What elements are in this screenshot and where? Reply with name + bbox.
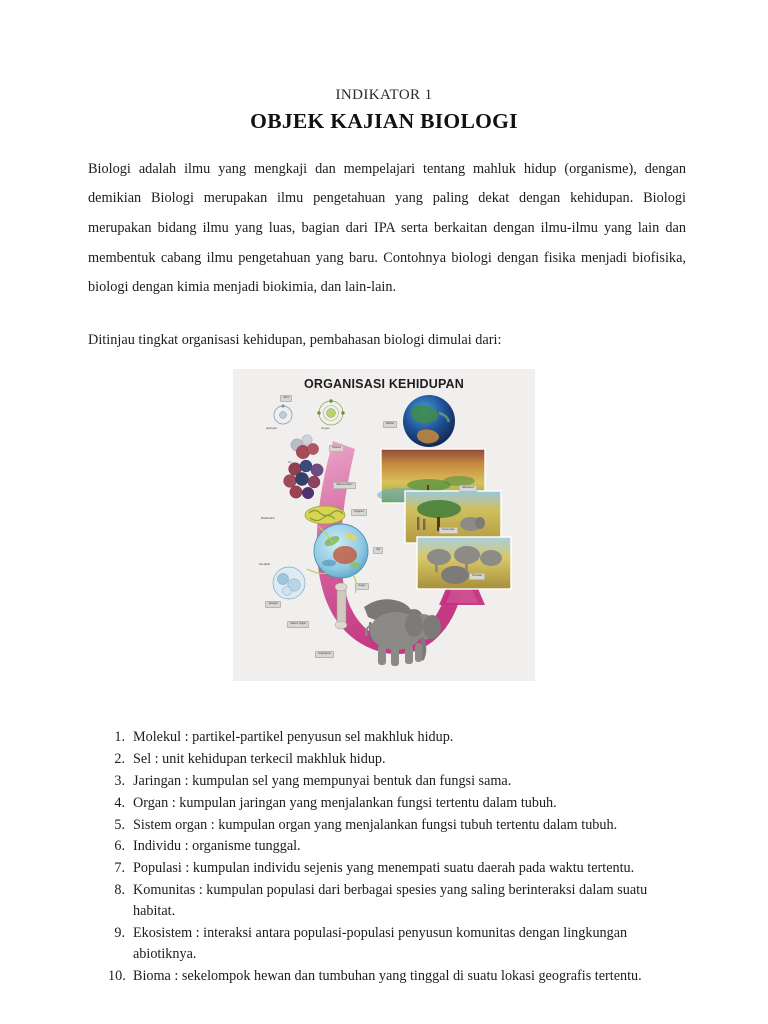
figure-illustration — [233, 369, 535, 681]
label-atom: Atom — [280, 395, 292, 402]
list-item-number: 4. — [114, 794, 125, 811]
document-body — [0, 155, 768, 354]
organel-mitokondria-icon — [305, 506, 345, 524]
ion-icon — [291, 435, 319, 459]
list-item-number: 7. — [114, 860, 125, 877]
label-organel: Organel — [351, 509, 367, 516]
sel-icon — [314, 524, 368, 578]
list-item — [108, 771, 690, 792]
organization-list — [0, 727, 768, 987]
indicator-label: INDIKATOR 1 — [335, 87, 433, 103]
list-item-number: 2. — [114, 750, 125, 767]
list-item-number: 10. — [108, 967, 126, 984]
label-sel-darah: Sel darah — [259, 563, 271, 566]
label-populasi: Populasi — [469, 573, 485, 580]
label-komunitas: Komunitas — [439, 527, 458, 534]
label-molekul: Molekul — [329, 445, 344, 452]
list-item — [108, 880, 690, 922]
list-item-number: 6. — [114, 838, 125, 855]
label-mitokondria: Mitokondria — [261, 517, 275, 520]
document-heading — [0, 0, 768, 135]
list-item-text: Organ : kumpulan jaringan yang menjalankan fungsi tertentu dalam tubuh. — [133, 794, 557, 811]
populasi-panel-icon — [417, 537, 511, 589]
biosfer-earth-icon — [403, 395, 455, 447]
list-item — [108, 858, 690, 879]
label-organ: Organ — [355, 583, 369, 590]
sel-darah-icon — [273, 567, 305, 599]
komunitas-panel-icon — [405, 491, 501, 543]
list-item — [108, 815, 690, 836]
list-item — [108, 793, 690, 814]
atom-oxygen-icon — [317, 399, 344, 425]
list-item-number: 9. — [114, 924, 125, 941]
list-item-text: Molekul : partikel-partikel penyusun sel makhluk hidup. — [133, 729, 454, 745]
label-jaringan: Jaringan — [265, 601, 281, 608]
organisasi-kehidupan-figure — [233, 369, 535, 681]
makromolekul-icon — [284, 460, 324, 499]
list-item — [108, 727, 690, 748]
list-item-number: 3. — [114, 772, 125, 789]
figure-container — [0, 369, 768, 681]
list-item-text: Jaringan : kumpulan sel yang mempunyai bentuk dan fungsi sama. — [133, 772, 512, 789]
list-item-text: Sel : unit kehidupan terkecil makhluk hidup. — [133, 750, 386, 767]
page-title: OBJEK KAJIAN BIOLOGI — [250, 109, 518, 133]
label-ion: Ion — [288, 461, 292, 464]
atom-hydrogen-icon — [274, 405, 292, 425]
label-hydrogen: Hydrogen — [266, 427, 278, 430]
list-item-number: 1. — [114, 729, 125, 745]
list-item-text: Individu : organisme tunggal. — [133, 838, 301, 855]
list-item-text: Populasi : kumpulan individu sejenis yang menempati suatu daerah pada waktu tertentu. — [133, 860, 635, 877]
label-oxygen: Oxygen — [321, 427, 330, 430]
list-item-text: Sistem organ : kumpulan organ yang menjalankan fungsi tubuh tertentu dalam tubuh. — [133, 816, 618, 833]
list-item-number: 8. — [114, 882, 125, 899]
jaringan-organ-icon — [335, 583, 347, 629]
label-sel: Sel — [373, 547, 383, 554]
intro-paragraph: Biologi adalah ilmu yang mengkaji dan mempelajari tentang mahluk hidup (organisme), dengan demikian Biologi merupakan ilmu pengetahuan yang paling dekat dengan kehidupan. Biologi merupakan bidang ilmu yang luas, bagian dari IPA serta berkaitan dengan ilmu-ilmu yang lain dan membentuk cabang ilmu pengetahuan yang baru. Contohnya biologi dengan fisika menjadi biofisika, biologi dengan kimia menjadi biokimia, dan lain-lain. — [88, 160, 686, 296]
label-makromolekul: Makromolekul — [333, 482, 356, 489]
list-item-number: 5. — [114, 816, 125, 833]
label-biosfer: Biosfer — [383, 421, 397, 428]
lead-in-text: Ditinjau tingkat organisasi kehidupan, pembahasan biologi dimulai dari: — [88, 331, 502, 348]
list-item — [108, 923, 690, 965]
list-item-text: Komunitas : kumpulan populasi dari berbagai spesies yang saling berinteraksi dalam suatu habitat. — [133, 882, 648, 919]
list-item-text: Ekosistem : interaksi antara populasi-populasi penyusun komunitas dengan lingkungan abiotiknya. — [133, 924, 628, 962]
list-item — [108, 966, 690, 987]
figure-title: ORGANISASI KEHIDUPAN — [303, 377, 465, 391]
label-organisme: Organisme — [315, 651, 334, 658]
list-item-text: Bioma : sekelompok hewan dan tumbuhan yang tinggal di suatu lokasi geografis tertentu. — [133, 967, 642, 984]
label-ekosistem: Ekosistem — [459, 485, 477, 492]
list-item — [108, 836, 690, 857]
label-sistem-organ: Sistem Organ — [287, 621, 309, 628]
list-item — [108, 749, 690, 770]
